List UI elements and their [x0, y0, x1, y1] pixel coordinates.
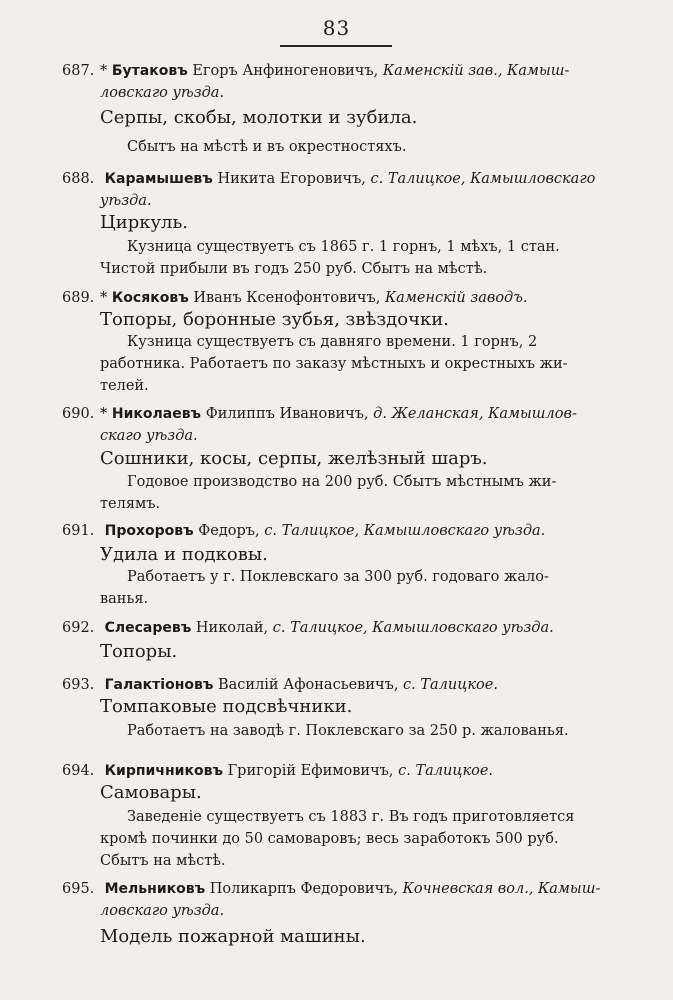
entry-location-cont: ловскаго уѣзда. [100, 903, 225, 919]
entry-location-cont: ловскаго уѣзда. [100, 85, 225, 101]
entry-person: Василій Афонасьевичъ, [218, 677, 399, 693]
entry-note-line: Работаетъ у г. Поклевскаго за 300 руб. годоваго жало- [127, 569, 549, 585]
entry-note-line: работника. Работаетъ по заказу мѣстныхъ и окрестныхъ жи- [100, 356, 568, 372]
entry-note-line: ванья. [100, 591, 149, 607]
entry-number: 689. [62, 290, 95, 306]
entry-heading [62, 520, 612, 542]
entry-person: Поликарпъ Федоровичъ, [209, 881, 399, 897]
entry-product: Удила и подковы. [100, 544, 268, 565]
entry-surname: Мельниковъ [104, 881, 206, 897]
entry-location: с. Талицкое. [398, 763, 494, 779]
entry-heading [62, 760, 612, 782]
entry-person: Филиппъ Ивановичъ, [205, 406, 369, 422]
entry-location: с. Талицкое, Камышловскаго [370, 171, 596, 187]
entry-person: Никита Егоровичъ, [217, 171, 366, 187]
entry-person: Григорій Ефимовичъ, [227, 763, 394, 779]
entry-number: 687. [62, 63, 95, 79]
entry-note-line: Кузница существуетъ съ давняго времени. 1 горнъ, 2 [127, 334, 538, 350]
entry-heading [62, 403, 612, 425]
entry-location: д. Желанская, Камышлов- [373, 406, 577, 422]
entry-number: 693. [62, 677, 95, 693]
entry-person: Федоръ, [198, 523, 260, 539]
entry-number: 692. [62, 620, 95, 636]
entry-note-line: Сбытъ на мѣстѣ и въ окрестностяхъ. [127, 139, 407, 155]
entry-note-line: Работаетъ на заводѣ г. Поклевскаго за 250 р. жалованья. [127, 723, 569, 739]
entry-product: Топоры. [100, 641, 178, 662]
entry-location: Кочневская вол., Камыш- [402, 881, 601, 897]
entry-surname: Бутаковъ [111, 63, 188, 79]
entry-location: с. Талицкое. [403, 677, 498, 693]
entry-product: Серпы, скобы, молотки и зубила. [100, 107, 418, 128]
entry-location-cont: уѣзда. [100, 193, 152, 209]
entry-location: Каменскій зав., Камыш- [382, 63, 570, 79]
entry-product: Модель пожарной машины. [100, 926, 366, 947]
entry-product: Томпаковые подсвѣчники. [100, 696, 353, 717]
entry-note-line: Сбытъ на мѣстѣ. [100, 853, 226, 869]
entry-number: 690. [62, 406, 95, 422]
entry-note-line: телей. [100, 378, 149, 394]
entry-number: 695. [62, 881, 95, 897]
entry-mark: * [100, 63, 108, 79]
page-number-rule [280, 45, 392, 47]
entry-person: Иванъ Ксенофонтовичъ, [193, 290, 381, 306]
entry-mark: * [100, 290, 108, 306]
entry-number: 688. [62, 171, 95, 187]
entry-note-line: Заведеніе существуетъ съ 1883 г. Въ годъ приготовляется [127, 809, 575, 825]
entry-heading [62, 60, 612, 82]
entry-location: с. Талицкое, Камышловскаго уѣзда. [264, 523, 546, 539]
entry-heading [62, 674, 612, 696]
page-number: 83 [322, 16, 351, 40]
entry-product: Сошники, косы, серпы, желѣзный шаръ. [100, 448, 488, 469]
entry-number: 691. [62, 523, 95, 539]
entry-surname: Косяковъ [111, 290, 189, 306]
entry-heading [62, 287, 612, 309]
entry-number: 694. [62, 763, 95, 779]
entry-note-line: Кузница существуетъ съ 1865 г. 1 горнъ, 1 мѣхъ, 1 стан. [127, 239, 560, 255]
entry-heading [62, 617, 612, 639]
entry-location: Каменскій заводъ. [384, 290, 528, 306]
entry-location: с. Талицкое, Камышловскаго уѣзда. [272, 620, 554, 636]
entry-heading [62, 878, 612, 900]
entry-surname: Слесаревъ [104, 620, 192, 636]
entry-surname: Николаевъ [111, 406, 202, 422]
entry-mark: * [100, 406, 108, 422]
entry-location-cont: скаго уѣзда. [100, 428, 198, 444]
entry-note-line: телямъ. [100, 496, 161, 512]
entry-surname: Карамышевъ [104, 171, 213, 187]
entry-surname: Галактіоновъ [104, 677, 214, 693]
entry-person: Егоръ Анфиногеновичъ, [192, 63, 379, 79]
entry-person: Николай, [195, 620, 269, 636]
entry-surname: Кирпичниковъ [104, 763, 223, 779]
entry-note-line: кромѣ починки до 50 самоваровъ; весь заработокъ 500 руб. [100, 831, 559, 847]
entry-product: Циркуль. [100, 212, 189, 233]
entry-heading [62, 168, 612, 190]
entry-note-line: Годовое производство на 200 руб. Сбытъ мѣстнымъ жи- [127, 474, 557, 490]
entry-product: Самовары. [100, 782, 202, 803]
entry-surname: Прохоровъ [104, 523, 194, 539]
entry-product: Топоры, боронные зубья, звѣздочки. [100, 309, 449, 330]
entry-note-line: Чистой прибыли въ годъ 250 руб. Сбытъ на мѣстѣ. [100, 261, 488, 277]
